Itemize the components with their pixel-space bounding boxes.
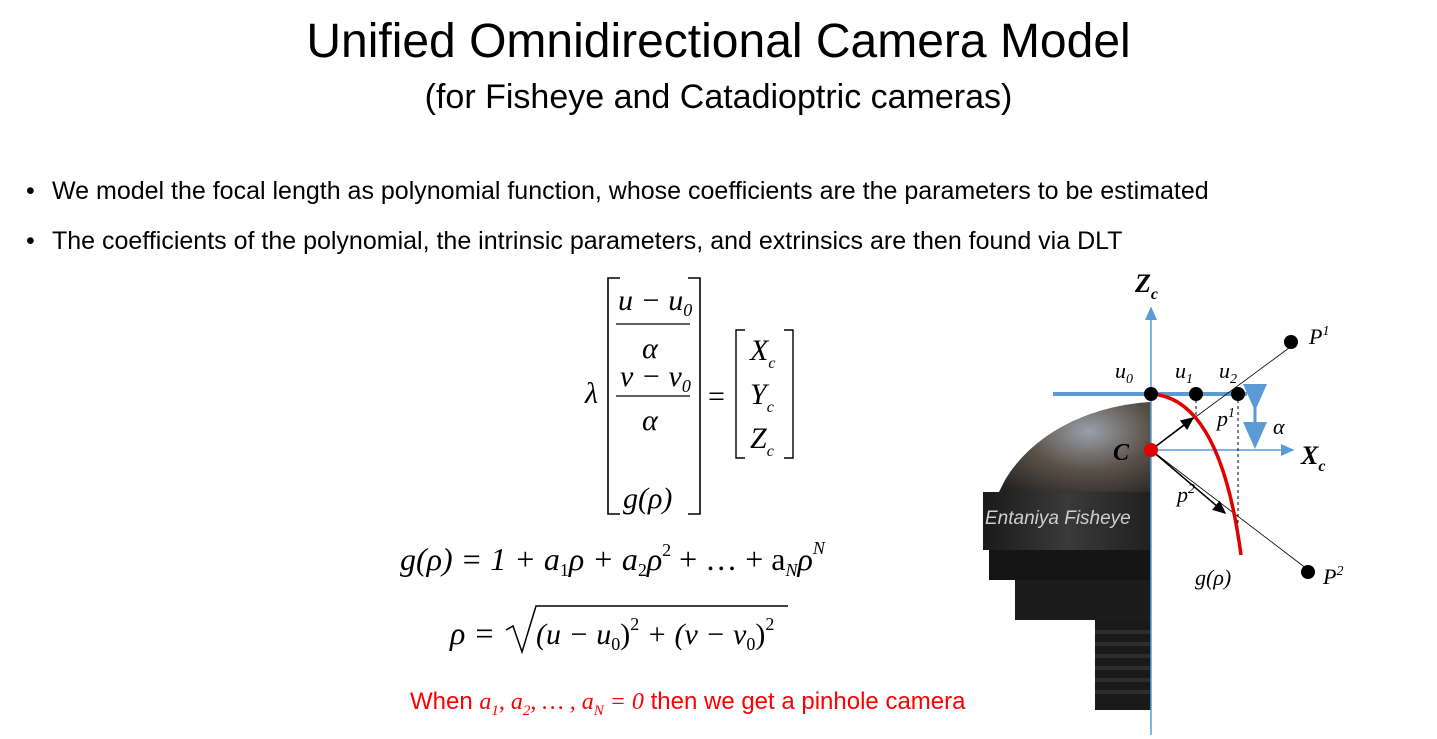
u2-point <box>1231 387 1245 401</box>
ray-p2 <box>1151 450 1311 572</box>
rho-lhs: ρ = <box>450 615 495 651</box>
vec-z: $Z_c$ <box>750 422 774 460</box>
m1-denominator: α <box>642 332 658 365</box>
u1-label: $u_1$ <box>1175 358 1193 387</box>
alpha-label: α <box>1273 414 1285 439</box>
p1-label: $p^1$ <box>1217 406 1235 431</box>
lambda-symbol: λ <box>585 377 598 410</box>
pinhole-note <box>410 685 965 728</box>
note-a: a <box>479 689 492 715</box>
vec-right-bracket <box>784 330 793 458</box>
center-point <box>1144 443 1158 457</box>
note-equals: = 0 <box>603 689 644 715</box>
vec-y: $Y_c$ <box>750 378 774 416</box>
m2-denominator: α <box>642 404 658 437</box>
note-prefix: When <box>410 688 480 715</box>
g-rho-label: g(ρ) <box>1195 565 1232 590</box>
vec-x: $X_c$ <box>750 334 776 372</box>
u1-point <box>1189 387 1203 401</box>
rho-radicand: $(u - u_0)^2 + (v - v_0)^2$ <box>536 614 775 654</box>
P1-label: $P^1$ <box>1309 324 1330 349</box>
note-sub-1: 1 <box>491 702 499 719</box>
axis-z-label: $Z_c$ <box>1135 270 1158 303</box>
note-suffix: then we get a pinhole camera <box>643 688 966 715</box>
note-sub-2: 2 <box>522 702 531 719</box>
u2-label: $u_2$ <box>1219 358 1237 387</box>
center-label: C <box>1113 440 1130 466</box>
poly-equation: $g(\rho) = 1 + a1\rho + a2\rho^2$ + … + aNρ$^N$ <box>400 538 825 580</box>
bullet-item: • We model the focal length as polynomial function, whose coefficients are the parameters to be estimated <box>26 166 1209 216</box>
m3-entry: g(ρ) <box>623 482 673 515</box>
equals-sign: = <box>708 380 725 413</box>
note-sub-n: N <box>593 702 604 719</box>
note-comma-1: , a <box>498 689 523 715</box>
P2-point <box>1301 565 1315 579</box>
bullet-item: • The coefficients of the polynomial, the intrinsic parameters, and extrinsics are then found via DLT <box>26 216 1209 266</box>
page-title: Unified Omnidirectional Camera Model <box>306 15 1131 68</box>
p2-label: $p^2$ <box>1177 482 1195 507</box>
lens-brand-text: Entaniya Fisheye <box>985 508 1131 529</box>
m1-numerator: $u - u_0$ <box>618 284 693 320</box>
P1-point <box>1284 335 1298 349</box>
note-comma-2: , … , a <box>530 689 594 715</box>
axis-x-label: $X_c$ <box>1301 441 1326 475</box>
u0-point <box>1144 387 1158 401</box>
bullet-list <box>26 166 1209 266</box>
equations-figure <box>380 268 840 668</box>
P2-label: $P^2$ <box>1323 564 1344 589</box>
m2-numerator: $v - v_0$ <box>620 360 691 396</box>
p1-arrow <box>1151 418 1193 450</box>
page-subtitle: (for Fisheye and Catadioptric cameras) <box>424 78 1013 116</box>
fisheye-diagram <box>975 270 1415 735</box>
vec-left-bracket <box>736 330 745 458</box>
u0-label: $u_0$ <box>1115 358 1133 387</box>
